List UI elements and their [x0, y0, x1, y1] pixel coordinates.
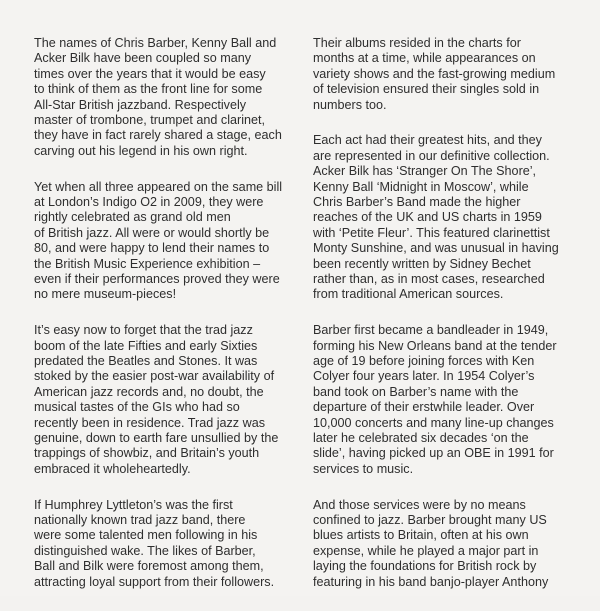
text-line: times over the years that it would be easy: [34, 66, 266, 81]
text-line: rightly celebrated as grand old men: [34, 210, 231, 225]
text-line: Colyer four years later. In 1954 Colyer’s: [313, 369, 535, 384]
paragraph: [34, 180, 296, 303]
paragraph: [313, 498, 575, 590]
text-line: slide’, having picked up an OBE in 1991 for: [313, 446, 554, 461]
text-line: even if their performances proved they were: [34, 271, 280, 286]
paragraph: [313, 323, 575, 477]
text-line: numbers too.: [313, 97, 387, 112]
text-line: departure of their erstwhile leader. Over: [313, 400, 535, 415]
paragraph: [313, 36, 575, 113]
text-line: variety shows and the fast-growing medium: [313, 66, 556, 81]
text-line: If Humphrey Lyttleton’s was the first: [34, 497, 233, 512]
text-line: American jazz records and, no doubt, the: [34, 384, 264, 399]
text-line: predated the Beatles and Stones. It was: [34, 354, 258, 369]
text-line: of British jazz. All were or would shortly be: [34, 225, 270, 240]
text-line: nationally known trad jazz band, there: [34, 513, 246, 528]
paragraph: [34, 498, 296, 590]
text-line: age of 19 before joining forces with Ken: [313, 354, 535, 369]
text-line: of television ensured their singles sold in: [313, 82, 540, 97]
text-line: they have in fact rarely shared a stage, each: [34, 128, 282, 143]
text-line: 80, and were happy to lend their names to: [34, 241, 270, 256]
text-line: at London’s Indigo O2 in 2009, they were: [34, 195, 264, 210]
paragraph: [34, 323, 296, 477]
text-line: Each act had their greatest hits, and they: [313, 133, 542, 148]
text-line: band took on Barber’s name with the: [313, 384, 519, 399]
text-line: blues artists to Britain, often at his own: [313, 528, 529, 543]
paragraph: [313, 133, 575, 302]
text-line: Kenny Ball ‘Midnight in Moscow’, while: [313, 179, 529, 194]
text-line: laying the foundations for British rock by: [313, 559, 537, 574]
text-line: Their albums resided in the charts for: [313, 36, 521, 50]
text-line: reaches of the UK and US charts in 1959: [313, 210, 542, 225]
text-line: master of trombone, trumpet and clarinet,: [34, 112, 265, 127]
text-line: Acker Bilk has ‘Stranger On The Shore’,: [313, 164, 537, 179]
text-line: trappings of showbiz, and Britain’s youth: [34, 446, 260, 461]
text-line: no mere museum-pieces!: [34, 287, 177, 302]
text-line: musical tastes of the GIs who had so: [34, 400, 240, 415]
text-line: The names of Chris Barber, Kenny Ball and: [34, 36, 277, 50]
text-line: forming his New Orleans band at the tender: [313, 338, 557, 353]
text-line: to think of them as the front line for some: [34, 82, 263, 97]
text-line: services to music.: [313, 461, 414, 476]
text-line: boom of the late Fifties and early Sixties: [34, 338, 258, 353]
text-line: carving out his legend in his own right.: [34, 143, 248, 158]
text-line: Acker Bilk have been coupled so many: [34, 51, 252, 66]
text-line: Chris Barber’s Band made the higher: [313, 195, 521, 210]
text-line: the British Music Experience exhibition –: [34, 256, 261, 271]
text-line: expense, while he played a major part in: [313, 543, 539, 558]
text-line: 10,000 concerts and many line-up changes: [313, 415, 554, 430]
text-line: And those services were by no means: [313, 497, 526, 512]
text-line: were some talented men following in his: [34, 528, 258, 543]
text-line: are represented in our definitive collection.: [313, 148, 550, 163]
text-line: recently been in residence. Trad jazz was: [34, 415, 266, 430]
text-line: attracting loyal support from their followers.: [34, 574, 275, 589]
text-line: from traditional American sources.: [313, 287, 504, 302]
text-line: It’s easy now to forget that the trad jazz: [34, 323, 253, 338]
paragraph: [34, 36, 296, 159]
text-line: been recently written by Sidney Bechet: [313, 256, 531, 271]
text-line: genuine, down to earth fare unsullied by the: [34, 430, 279, 445]
text-line: with ‘Petite Fleur’. This featured clarinettist: [313, 225, 550, 240]
text-line: Ball and Bilk were foremost among them,: [34, 559, 264, 574]
left-text-column: [34, 36, 296, 611]
text-line: months at a time, while appearances on: [313, 51, 536, 66]
text-line: embraced it wholeheartedly.: [34, 461, 191, 476]
text-line: All-Star British jazzband. Respectively: [34, 97, 247, 112]
text-line: rather than, as in most cases, researched: [313, 271, 545, 286]
text-line: distinguished wake. The likes of Barber,: [34, 543, 256, 558]
text-line: Monty Sunshine, and was unusual in having: [313, 241, 559, 256]
text-line: later he celebrated six decades ‘on the: [313, 430, 529, 445]
text-line: Barber first became a bandleader in 1949,: [313, 323, 549, 338]
text-line: confined to jazz. Barber brought many US: [313, 513, 547, 528]
text-line: featuring in his band banjo-player Anthony: [313, 574, 549, 589]
text-line: Yet when all three appeared on the same bill: [34, 179, 283, 194]
text-line: stoked by the easier post-war availability of: [34, 369, 275, 384]
right-text-column: [313, 36, 575, 611]
